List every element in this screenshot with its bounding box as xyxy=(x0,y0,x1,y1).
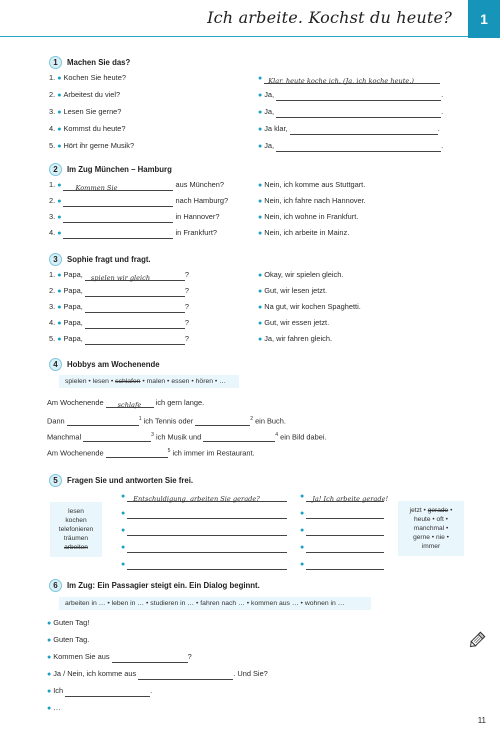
list-item[interactable]: 2. ● nach Hamburg? xyxy=(49,196,229,205)
ex2-questions xyxy=(49,180,228,238)
sentence[interactable]: Am Wochenende schlafe ich gern lange. xyxy=(47,398,205,409)
question-line[interactable]: ● xyxy=(121,542,287,552)
page-title: Ich arbeite. Kochst du heute? xyxy=(207,8,452,27)
question-line[interactable]: ● Entschuldigung, arbeiten Sie gerade? xyxy=(121,491,287,501)
list-item: 3. ● Lesen Sie gerne? xyxy=(49,107,122,116)
list-item[interactable]: 3. ● Papa, ? xyxy=(49,302,189,311)
exercise-title: Im Zug: Ein Passagier steigt ein. Ein Dialog beginnt. xyxy=(67,581,260,590)
pencil-icon xyxy=(468,627,490,651)
list-item: 4. ● Kommst du heute? xyxy=(49,124,126,133)
sentence[interactable]: Manchmal $^3$ ich Musik und $^4$ ein Bild dabei. xyxy=(47,432,327,442)
list-item[interactable]: 1. ● Kommen Sie aus München? xyxy=(49,180,225,192)
question-line[interactable]: ● xyxy=(121,559,287,569)
list-item[interactable]: 4. ● in Frankfurt? xyxy=(49,228,218,237)
list-item[interactable]: 1. ● Papa, spielen wir gleich ? xyxy=(49,270,189,282)
question-line[interactable]: ● xyxy=(121,508,287,518)
list-item: ● Na gut, wir kochen Spaghetti. xyxy=(258,302,361,311)
list-item: ● Nein, ich wohne in Frankfurt. xyxy=(258,212,359,221)
ex1-questions xyxy=(49,73,134,151)
list-item[interactable]: 4. ● Papa, ? xyxy=(49,318,189,327)
ex4-sentences xyxy=(47,398,327,456)
ex2-answers xyxy=(258,180,366,238)
exercise-title: Sophie fragt und fragt. xyxy=(67,255,151,264)
exercise-title: Im Zug München – Hamburg xyxy=(67,165,172,174)
list-item[interactable]: 3. ● in Hannover? xyxy=(49,212,220,221)
list-item: ● Ja, wir fahren gleich. xyxy=(258,334,333,343)
answer-line[interactable]: ● xyxy=(300,525,384,535)
exercise-number: 2 xyxy=(49,163,62,176)
answer-line[interactable]: ● Klar, heute koche ich. (Ja, ich koche heute.) xyxy=(258,73,443,83)
question-line[interactable]: ● xyxy=(121,525,287,535)
list-item: ● Nein, ich fahre nach Hannover. xyxy=(258,196,366,205)
word-box: spielen • lesen • schlafen • malen • essen • hören • … xyxy=(59,375,239,388)
ex3-answers xyxy=(258,270,361,344)
answer-line[interactable]: ● Ja, . xyxy=(258,90,444,99)
answer-line[interactable]: ● xyxy=(300,559,384,569)
answer-line[interactable]: ● xyxy=(300,508,384,518)
unit-badge: 1 xyxy=(468,0,500,38)
list-item: 1. ● Kochen Sie heute? xyxy=(49,73,126,82)
dialog-line[interactable]: ● Kommen Sie aus ? xyxy=(47,652,192,661)
list-item: ● Gut, wir lesen jetzt. xyxy=(258,286,328,295)
exercise-number: 6 xyxy=(49,579,62,592)
dialog-line: ● … xyxy=(47,703,61,712)
answer-line[interactable]: ● xyxy=(300,542,384,552)
exercise-number: 1 xyxy=(49,56,62,69)
list-item[interactable]: 2. ● Papa, ? xyxy=(49,286,189,295)
list-item: ● Nein, ich komme aus Stuttgart. xyxy=(258,180,366,189)
header-rule xyxy=(0,36,468,37)
exercise-title: Machen Sie das? xyxy=(67,58,131,67)
exercise-number: 4 xyxy=(49,358,62,371)
dialog-line[interactable]: ● Ja / Nein, ich komme aus . Und Sie? xyxy=(47,669,268,678)
list-item: ● Nein, ich arbeite in Mainz. xyxy=(258,228,350,237)
answer-line[interactable]: ● Ja klar, . xyxy=(258,124,440,133)
list-item: 2. ● Arbeitest du viel? xyxy=(49,90,121,99)
answer-line[interactable]: ● Ja, . xyxy=(258,107,444,116)
exercise-title: Hobbys am Wochenende xyxy=(67,360,160,369)
ex5-answers xyxy=(300,491,389,569)
exercise-title: Fragen Sie und antworten Sie frei. xyxy=(67,476,194,485)
verb-box: lesen kochen telefonieren träumen arbeiten xyxy=(50,502,102,557)
list-item: ● Gut, wir essen jetzt. xyxy=(258,318,330,327)
answer-line[interactable]: ● Ja, . xyxy=(258,141,444,150)
list-item: 5. ● Hört ihr gerne Musik? xyxy=(49,141,135,150)
sentence[interactable]: Am Wochenende $^5$ ich immer im Restaurant. xyxy=(47,448,255,458)
page-number: 11 xyxy=(477,716,486,725)
dialog-line[interactable]: ● Ich . xyxy=(47,686,153,695)
ex6-dialog xyxy=(47,618,268,713)
ex5-questions xyxy=(121,491,287,569)
ex1-answers xyxy=(258,73,443,151)
dialog-line: ● Guten Tag! xyxy=(47,618,90,627)
adverb-box: jetzt • gerade • heute • oft • manchmal • gerne • nie • immer xyxy=(398,501,464,556)
list-item[interactable]: 5. ● Papa, ? xyxy=(49,334,189,343)
phrase-box: arbeiten in … • leben in … • studieren in … • fahren nach … • kommen aus … • wohnen in … xyxy=(59,597,371,610)
list-item: ● Okay, wir spielen gleich. xyxy=(258,270,344,279)
dialog-line: ● Guten Tag. xyxy=(47,635,90,644)
answer-line[interactable]: ● Ja! Ich arbeite gerade! xyxy=(300,493,389,503)
exercise-number: 5 xyxy=(49,474,62,487)
sentence[interactable]: Dann $^1$ ich Tennis oder $^2$ ein Buch. xyxy=(47,416,286,426)
ex3-questions xyxy=(49,270,189,344)
exercise-number: 3 xyxy=(49,253,62,266)
